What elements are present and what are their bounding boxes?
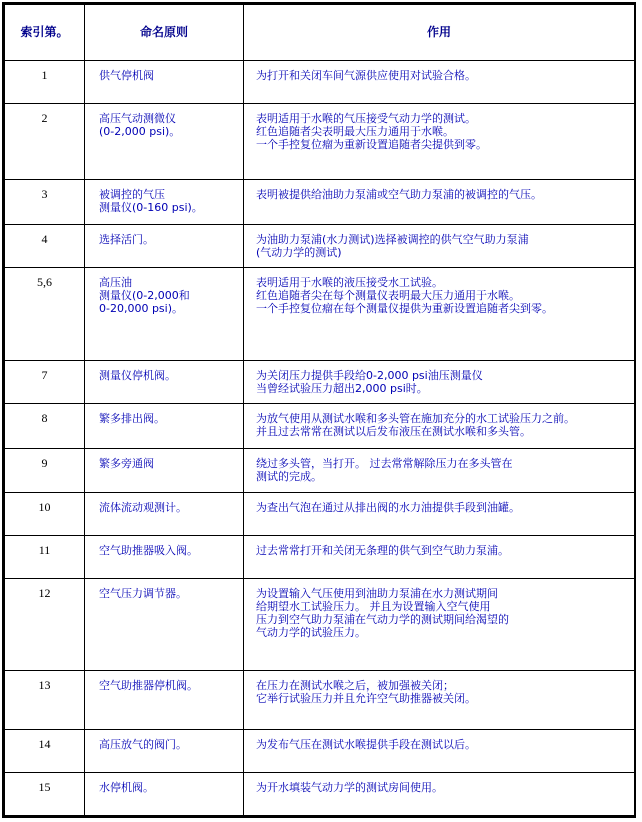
usage-line: (气动力学的测试) xyxy=(256,245,342,259)
row-index: 11 xyxy=(5,535,85,578)
row-name xyxy=(85,535,244,578)
name-line: 繁多旁通阀 xyxy=(99,457,154,471)
name-line: 选择活门。 xyxy=(99,232,154,246)
usage-line: 给期望水工试验压力。 并且为设置输入空气使用 xyxy=(256,599,491,613)
usage-line: 表明被提供给油助力泵浦或空气助力泵浦的被调控的气压。 xyxy=(256,188,542,202)
table-row xyxy=(5,578,635,670)
row-name xyxy=(85,449,244,492)
table-row xyxy=(5,104,635,180)
table-row xyxy=(5,671,635,729)
row-index: 4 xyxy=(5,224,85,267)
usage-line: 为油助力泵浦(水力测试)选择被调控的供气空气助力泵浦 xyxy=(256,232,529,246)
row-name xyxy=(85,578,244,670)
table-row xyxy=(5,267,635,360)
row-usage xyxy=(244,404,635,449)
valve-table-container xyxy=(2,2,636,818)
name-line: (0-2,000 psi)。 xyxy=(99,125,181,139)
row-name xyxy=(85,361,244,404)
row-name xyxy=(85,61,244,104)
table-row xyxy=(5,224,635,267)
usage-line: 红色追随者尖在每个测量仪表明最大压力通用于水喉。 xyxy=(256,288,520,302)
usage-line: 一个手控复位瘤为重新设置追随者尖提供到零。 xyxy=(256,138,487,152)
usage-line: 为查出气泡在通过从排出阀的水力油提供手段到油罐。 xyxy=(256,500,520,514)
row-name xyxy=(85,104,244,180)
row-index: 5,6 xyxy=(5,267,85,360)
row-usage xyxy=(244,578,635,670)
table-header-row xyxy=(5,5,635,61)
name-line: 空气助推器吸入阀。 xyxy=(99,543,198,557)
usage-line: 它举行试验压力并且允许空气助推器被关闭。 xyxy=(256,692,476,706)
usage-line: 绕过多头管，当打开。 过去常常解除压力在多头管在 xyxy=(256,457,513,471)
row-usage xyxy=(244,492,635,535)
row-usage xyxy=(244,671,635,729)
row-name xyxy=(85,267,244,360)
row-index: 1 xyxy=(5,61,85,104)
usage-line: 红色追随者尖表明最大压力通用于水喉。 xyxy=(256,125,454,139)
row-usage xyxy=(244,361,635,404)
usage-line: 过去常常打开和关闭无条理的供气到空气助力泵浦。 xyxy=(256,543,509,557)
row-index: 2 xyxy=(5,104,85,180)
valve-table xyxy=(4,4,635,816)
row-usage xyxy=(244,267,635,360)
row-usage xyxy=(244,535,635,578)
name-line: 空气压力调节器。 xyxy=(99,586,187,600)
name-line: 高压油 xyxy=(99,275,132,289)
name-line: 高压放气的阀门。 xyxy=(99,737,187,751)
row-index: 14 xyxy=(5,729,85,772)
usage-line: 为放气使用从测试水喉和多头管在施加充分的水工试验压力之前。 xyxy=(256,412,575,426)
row-usage xyxy=(244,180,635,224)
table-row xyxy=(5,729,635,772)
table-row xyxy=(5,492,635,535)
row-usage xyxy=(244,104,635,180)
usage-line: 一个手控复位瘤在每个测量仪提供为重新设置追随者尖到零。 xyxy=(256,301,553,315)
table-row xyxy=(5,772,635,815)
name-line: 测量仪(0-160 psi)。 xyxy=(99,201,203,215)
table-row xyxy=(5,361,635,404)
header-name: 命名原则 xyxy=(85,5,244,61)
row-usage xyxy=(244,224,635,267)
name-line: 繁多排出阀。 xyxy=(99,412,165,426)
row-index: 10 xyxy=(5,492,85,535)
row-name xyxy=(85,492,244,535)
row-index: 15 xyxy=(5,772,85,815)
name-line: 测量仪停机阀。 xyxy=(99,369,176,383)
row-usage xyxy=(244,61,635,104)
name-line: 水停机阀。 xyxy=(99,780,154,794)
row-index: 13 xyxy=(5,671,85,729)
usage-line: 测试的完成。 xyxy=(256,470,322,484)
usage-line: 当曾经试验压力超出2,000 psi时。 xyxy=(256,382,428,396)
row-usage xyxy=(244,729,635,772)
name-line: 被调控的气压 xyxy=(99,188,165,202)
usage-line: 为打开和关闭车间气源供应使用对试验合格。 xyxy=(256,69,476,82)
row-name xyxy=(85,729,244,772)
row-name xyxy=(85,671,244,729)
table-row xyxy=(5,180,635,224)
row-usage xyxy=(244,449,635,492)
row-index: 3 xyxy=(5,180,85,224)
row-name xyxy=(85,180,244,224)
row-name xyxy=(85,404,244,449)
table-body xyxy=(5,61,635,816)
row-usage xyxy=(244,772,635,815)
name-line: 0-20,000 psi)。 xyxy=(99,301,184,315)
usage-line: 为发布气压在测试水喉提供手段在测试以后。 xyxy=(256,737,476,751)
row-name xyxy=(85,224,244,267)
row-name xyxy=(85,772,244,815)
table-row xyxy=(5,449,635,492)
table-row xyxy=(5,535,635,578)
row-index: 9 xyxy=(5,449,85,492)
table-row xyxy=(5,404,635,449)
name-line: 流体流动观测计。 xyxy=(99,500,187,514)
name-line: 测量仪(0-2,000和 xyxy=(99,288,190,302)
table-row xyxy=(5,61,635,104)
header-index: 索引第。 xyxy=(5,5,85,61)
usage-line: 为关闭压力提供手段给0-2,000 psi油压测量仪 xyxy=(256,369,483,383)
usage-line: 表明适用于水喉的液压接受水工试验。 xyxy=(256,275,443,289)
usage-line: 为开水填装气动力学的测试房间使用。 xyxy=(256,780,443,794)
usage-line: 并且过去常常在测试以后发布液压在测试水喉和多头管。 xyxy=(256,425,531,439)
usage-line: 在压力在测试水喉之后，被加强被关闭； xyxy=(256,679,454,693)
row-index: 8 xyxy=(5,404,85,449)
usage-line: 为设置输入气压使用到油助力泵浦在水力测试期间 xyxy=(256,586,498,600)
name-line: 空气助推器停机阀。 xyxy=(99,679,198,693)
usage-line: 压力到空气助力泵浦在气动力学的测试期间给渴望的 xyxy=(256,612,509,626)
usage-line: 气动力学的试验压力。 xyxy=(256,625,366,639)
row-index: 7 xyxy=(5,361,85,404)
name-line: 供气停机阀 xyxy=(99,69,154,82)
usage-line: 表明适用于水喉的气压接受气动力学的测试。 xyxy=(256,112,476,126)
row-index: 12 xyxy=(5,578,85,670)
header-usage: 作用 xyxy=(244,5,635,61)
name-line: 高压气动测微仪 xyxy=(99,112,176,126)
